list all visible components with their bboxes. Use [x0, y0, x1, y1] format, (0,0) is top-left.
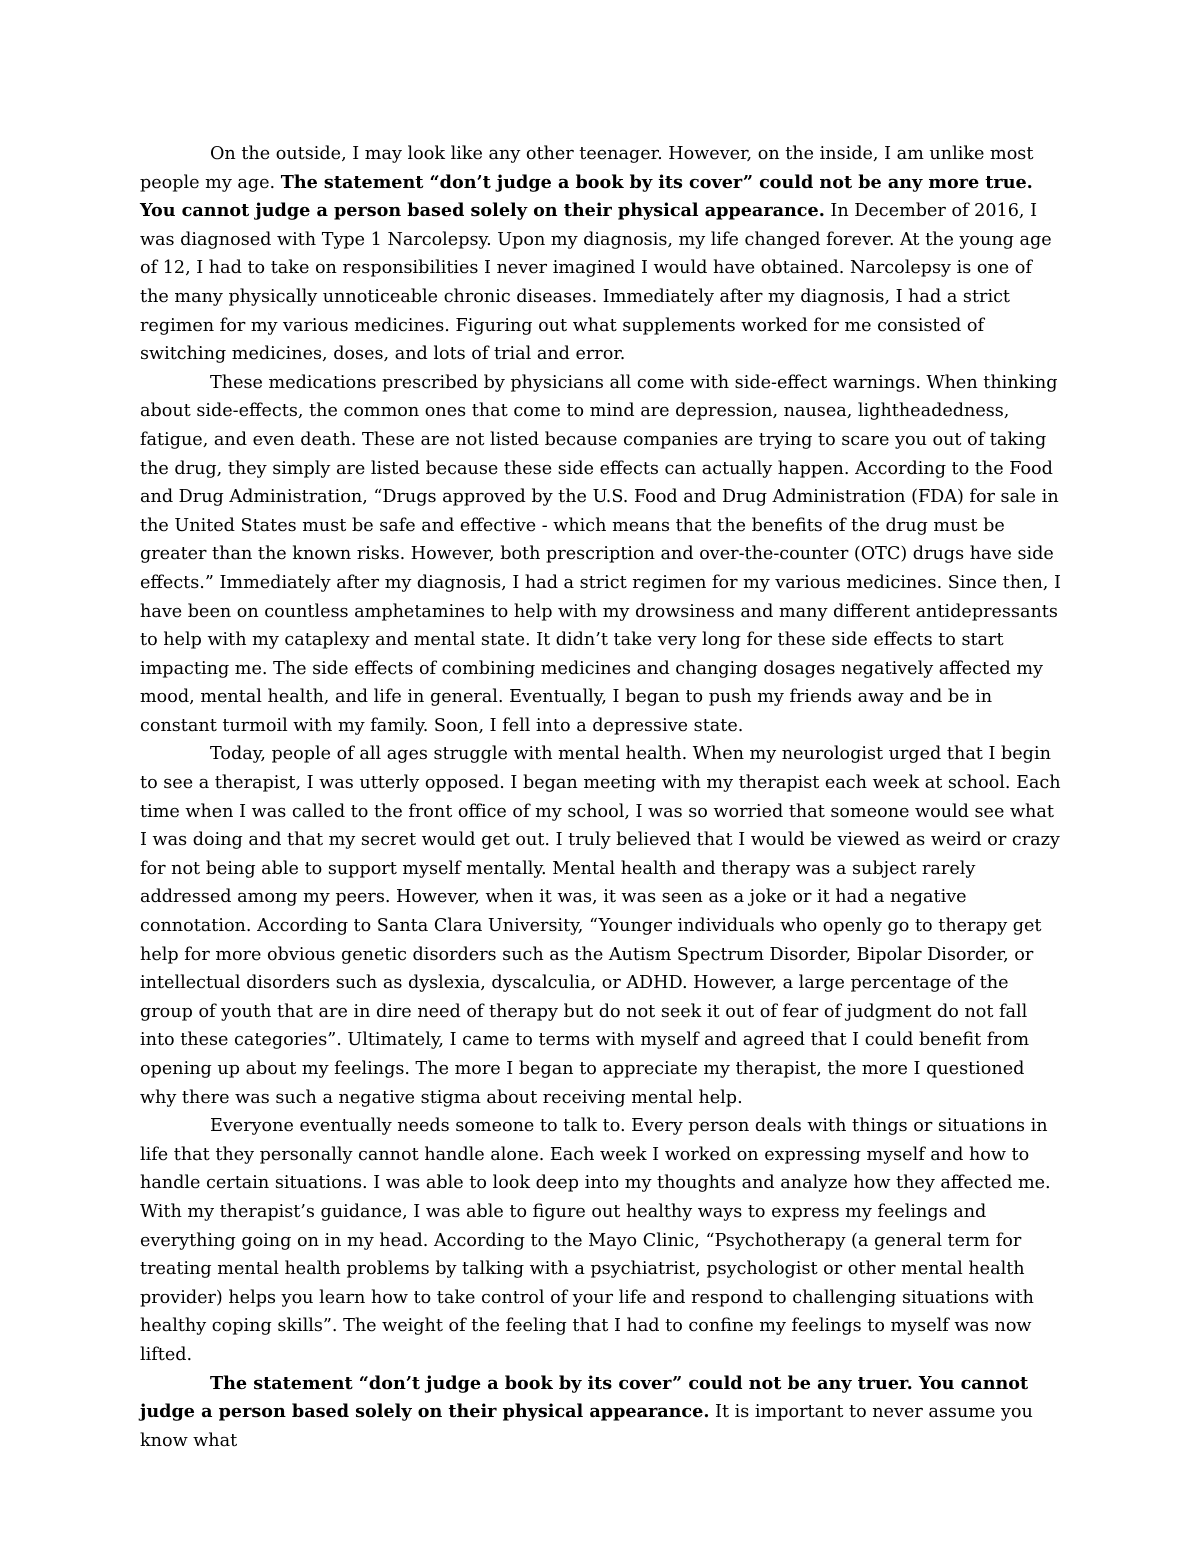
paragraph-3: Today, people of all ages struggle with mental health. When my neurologist urged that I begin to see a therapist, I was utterly opposed. I began meeting with my therapist each week at school. Each time when I was called to the front office of my school, I was so worried that someone would see what I was doing and that my secret would get out. I truly believed that I would be viewed as weird or crazy for not being able to support myself mentally. Mental health and therapy was a subject rarely addressed among my peers. However, when it was, it was seen as a joke or it had a negative connotation. According to Santa Clara University, “Younger individuals who openly go to therapy get help for more obvious genetic disorders such as the Autism Spectrum Disorder, Bipolar Disorder, or intellectual disorders such as dyslexia, dyscalculia, or ADHD. However, a large percentage of the group of youth that are in dire need of therapy but do not seek it out of fear of judgment do not fall into these categories”. Ultimately, I came to terms with myself and agreed that I could benefit from opening up about my feelings. The more I began to appreciate my therapist, the more I questioned why there was such a negative stigma about receiving mental help.: [140, 744, 1061, 1108]
paragraph-1: [140, 140, 1065, 369]
paragraph-2: These medications prescribed by physicians all come with side-effect warnings. When thinking about side-effects, the common ones that come to mind are depression, nausea, lightheadedness, fatigue, and even death. These are not listed because companies are trying to scare you out of taking the drug, they simply are listed because these side effects can actually happen. According to the Food and Drug Administration, “Drugs approved by the U.S. Food and Drug Administration (FDA) for sale in the United States must be safe and effective - which means that the benefits of the drug must be greater than the known risks. However, both prescription and over-the-counter (OTC) drugs have side effects.” Immediately after my diagnosis, I had a strict regimen for my various medicines. Since then, I have been on countless amphetamines to help with my drowsiness and many different antidepressants to help with my cataplexy and mental state. It didn’t take very long for these side effects to start impacting me. The side effects of combining medicines and changing dosages negatively affected my mood, mental health, and life in general. Eventually, I began to push my friends away and be in constant turmoil with my family. Soon, I fell into a depressive state.: [140, 372, 1061, 736]
essay-body: [140, 140, 1065, 1455]
paragraph-1-thesis: The statement “don’t judge a book by its cover” could not be any more true. You cannot judge a person based solely on their physical appearance.: [140, 171, 1033, 222]
paragraph-4: Everyone eventually needs someone to talk to. Every person deals with things or situations in life that they personally cannot handle alone. Each week I worked on expressing myself and how to handle certain situations. I was able to look deep into my thoughts and analyze how they affected me. With my therapist’s guidance, I was able to figure out healthy ways to express my feelings and everything going on in my head. According to the Mayo Clinic, “Psychotherapy (a general term for treating mental health problems by talking with a psychiatrist, psychologist or other mental health provider) helps you learn how to take control of your life and respond to challenging situations with healthy coping skills”. The weight of the feeling that I had to confine my feelings to myself was now lifted.: [140, 1116, 1051, 1365]
paragraph-1-body: In December of 2016, I was diagnosed with Type 1 Narcolepsy. Upon my diagnosis, my life changed forever. At the young age of 12, I had to take on responsibilities I never imagined I would have obtained. Narcolepsy is one of the many physically unnoticeable chronic diseases. Immediately after my diagnosis, I had a strict regimen for my various medicines. Figuring out what supplements worked for me consisted of switching medicines, doses, and lots of trial and error.: [140, 201, 1052, 365]
paragraph-5: [140, 1370, 1065, 1456]
paragraph-5-body: It is important to never assume you know what: [140, 1402, 1033, 1451]
paragraph-5-thesis: The statement “don’t judge a book by its cover” could not be any truer. You cannot judge a person based solely on their physical appearance.: [140, 1372, 1029, 1423]
paragraph-1-intro: On the outside, I may look like any other teenager. However, on the inside, I am unlike most people my age.: [140, 144, 1034, 193]
